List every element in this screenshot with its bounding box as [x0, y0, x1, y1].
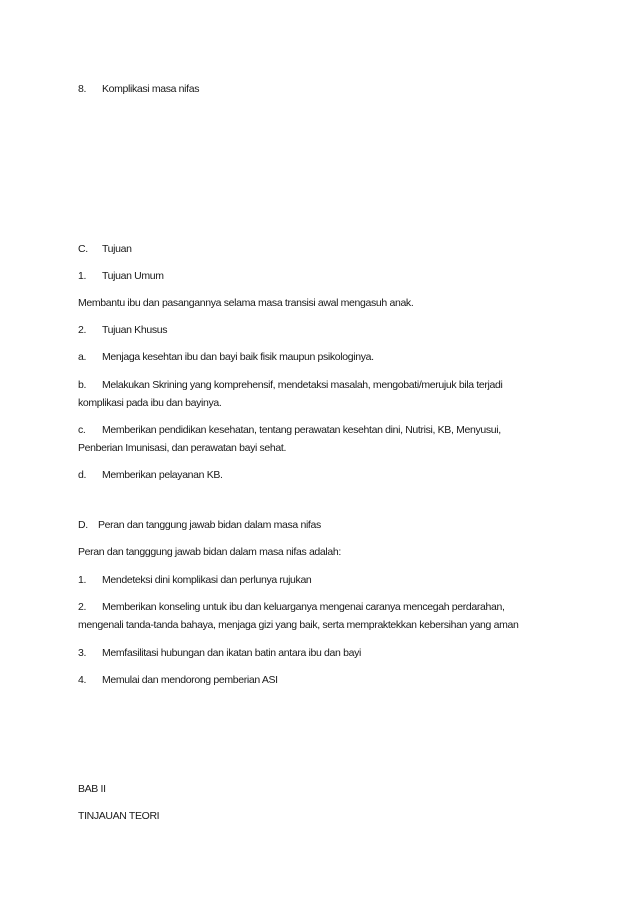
- item-8: [78, 82, 199, 96]
- peran-item-1: [78, 573, 311, 587]
- item-c-continuation: Penberian Imunisasi, dan perawatan bayi sehat.: [78, 442, 287, 454]
- peran-item-2-continuation: mengenali tanda-tanda bahaya, menjaga gizi yang baik, serta mempraktekkan kebersihan yang aman: [78, 619, 519, 631]
- item-text: Memberikan konseling untuk ibu dan keluarganya mengenai caranya mencegah perdarahan,: [102, 601, 505, 613]
- item-number: 2.: [78, 324, 87, 336]
- item-a: [78, 350, 374, 364]
- item-text: Memberikan pendidikan kesehatan, tentang perawatan kesehtan dini, Nutrisi, KB, Menyusui,: [102, 424, 501, 436]
- tujuan-umum-paragraph: Membantu ibu dan pasangannya selama masa transisi awal mengasuh anak.: [78, 297, 414, 309]
- item-1: [78, 269, 164, 283]
- item-text: Tujuan Umum: [102, 270, 164, 282]
- item-text: Memberikan pelayanan KB.: [102, 469, 223, 481]
- section-c-heading: [78, 242, 132, 256]
- item-d: [78, 468, 223, 482]
- item-text: Komplikasi masa nifas: [102, 83, 200, 95]
- chapter-title: TINJAUAN TEORI: [78, 810, 160, 822]
- peran-item-4: [78, 673, 278, 687]
- item-c: [78, 423, 501, 437]
- chapter-label: BAB II: [78, 783, 106, 795]
- item-letter: b.: [78, 379, 87, 391]
- item-text: Mendeteksi dini komplikasi dan perlunya rujukan: [102, 574, 312, 586]
- item-number: 8.: [78, 83, 87, 95]
- peran-item-2: [78, 600, 505, 614]
- item-letter: c.: [78, 424, 86, 436]
- item-number: 2.: [78, 601, 87, 613]
- item-text: Memfasilitasi hubungan dan ikatan batin antara ibu dan bayi: [102, 647, 361, 659]
- section-letter: D.: [78, 519, 88, 531]
- section-title: Tujuan: [102, 243, 132, 255]
- item-b-continuation: komplikasi pada ibu dan bayinya.: [78, 397, 222, 409]
- peran-item-3: [78, 646, 361, 660]
- section-d-heading: [78, 518, 321, 532]
- item-2: [78, 323, 167, 337]
- item-number: 3.: [78, 647, 87, 659]
- item-letter: d.: [78, 469, 87, 481]
- item-text: Memulai dan mendorong pemberian ASI: [102, 674, 278, 686]
- item-number: 4.: [78, 674, 87, 686]
- item-number: 1.: [78, 270, 87, 282]
- item-text: Melakukan Skrining yang komprehensif, mendetaksi masalah, mengobati/merujuk bila terjadi: [102, 379, 503, 391]
- item-text: Tujuan Khusus: [102, 324, 168, 336]
- item-text: Menjaga kesehtan ibu dan bayi baik fisik maupun psikologinya.: [102, 351, 374, 363]
- section-letter: C.: [78, 243, 88, 255]
- peran-intro: Peran dan tangggung jawab bidan dalam masa nifas adalah:: [78, 546, 341, 558]
- section-title: Peran dan tanggung jawab bidan dalam masa nifas: [98, 519, 321, 531]
- item-b: [78, 378, 503, 392]
- item-letter: a.: [78, 351, 87, 363]
- item-number: 1.: [78, 574, 87, 586]
